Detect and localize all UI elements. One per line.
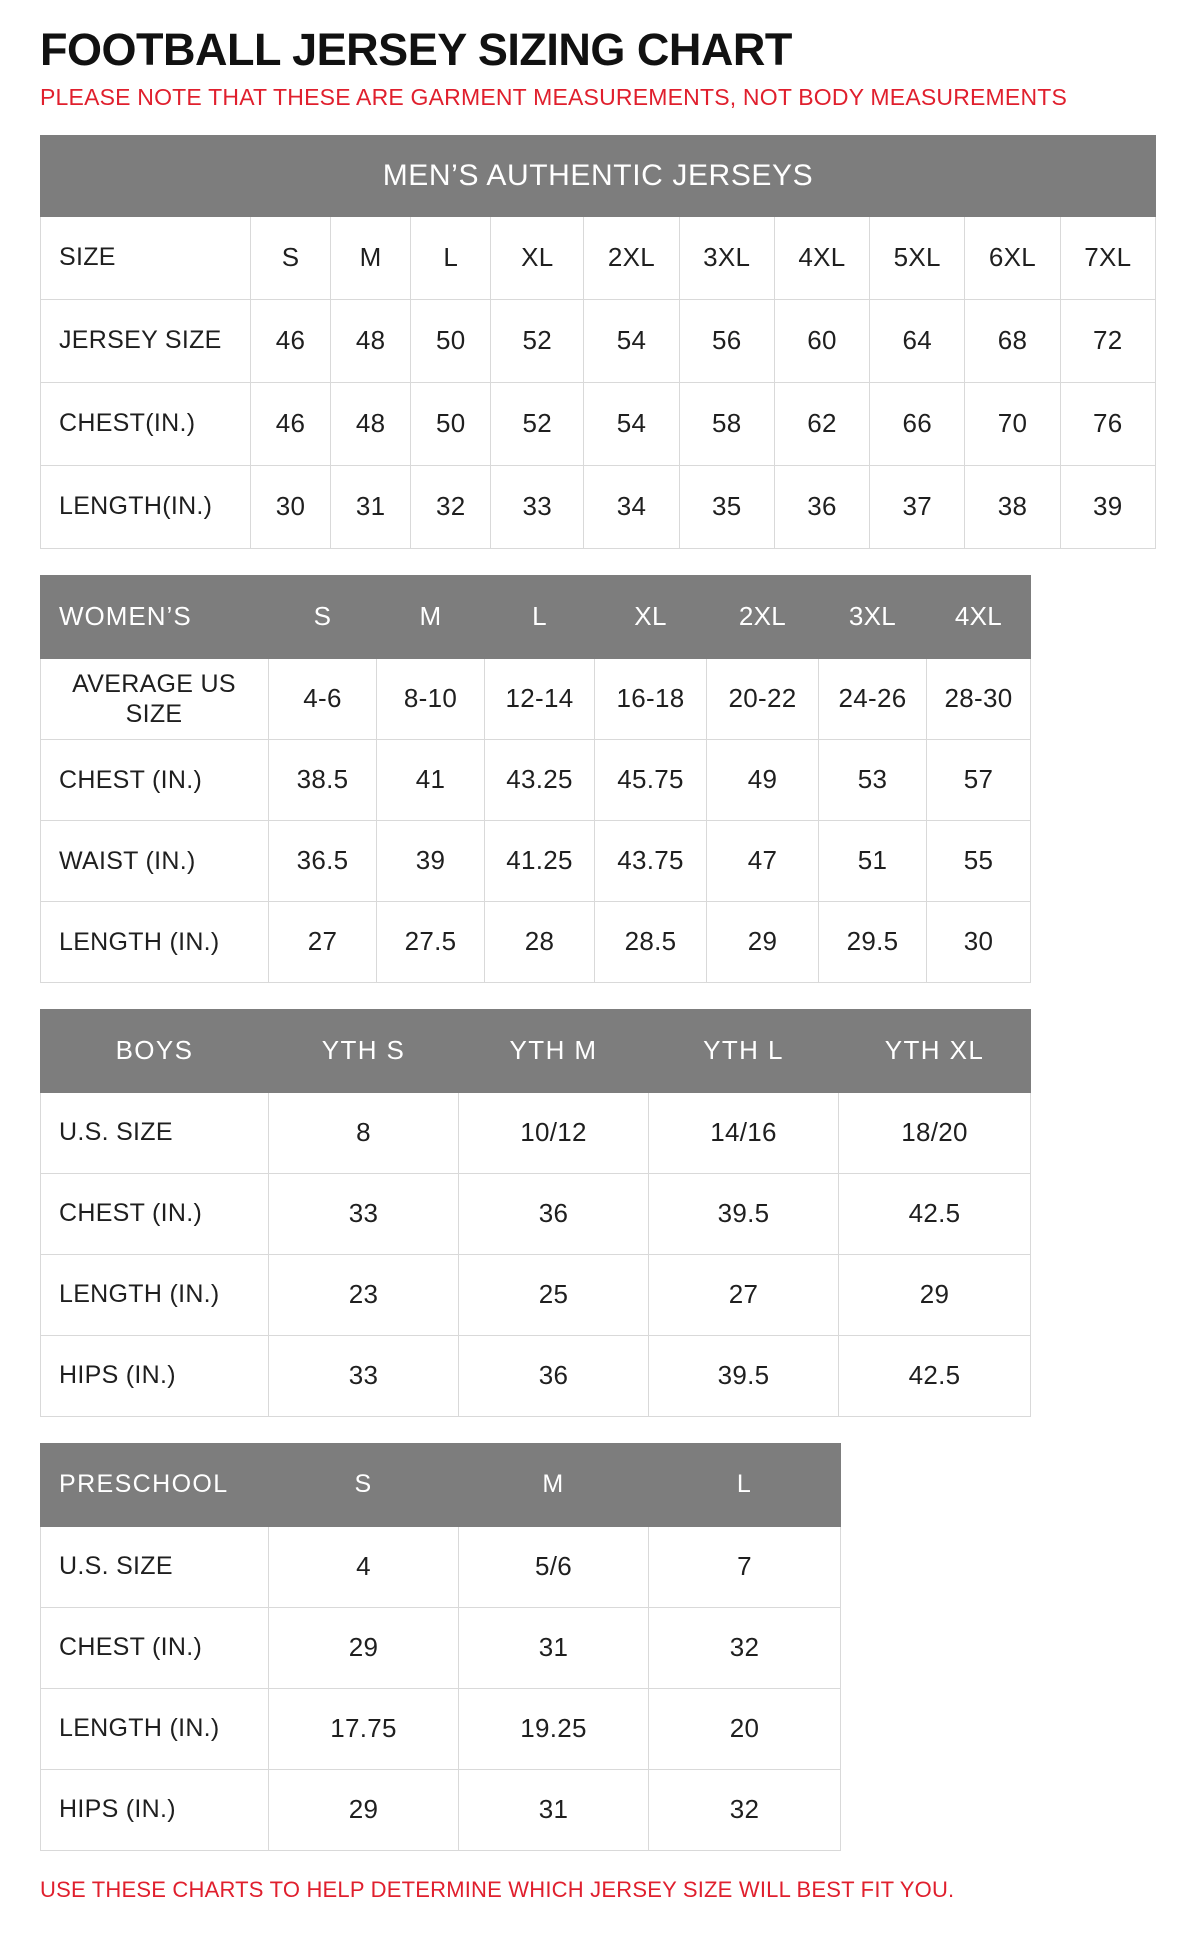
mens-size-label: SIZE bbox=[41, 216, 251, 299]
table-cell: 68 bbox=[965, 299, 1060, 382]
table-row bbox=[41, 382, 1156, 465]
mens-size-cell: L bbox=[411, 216, 491, 299]
table-cell: 42.5 bbox=[839, 1173, 1031, 1254]
table-row bbox=[41, 1769, 841, 1850]
table-cell: 56 bbox=[679, 299, 774, 382]
table-cell: 46 bbox=[250, 299, 330, 382]
table-cell: 72 bbox=[1060, 299, 1155, 382]
table-cell: 24-26 bbox=[819, 658, 927, 739]
table-cell: 52 bbox=[491, 299, 584, 382]
preschool-sizing-table bbox=[40, 1443, 841, 1851]
table-cell: 20-22 bbox=[707, 658, 819, 739]
table-row-header bbox=[41, 575, 1031, 658]
boys-size-cell: YTH L bbox=[649, 1009, 839, 1092]
table-cell: 28-30 bbox=[927, 658, 1031, 739]
row-label: HIPS (IN.) bbox=[41, 1769, 269, 1850]
table-row-banner bbox=[41, 135, 1156, 216]
row-label: LENGTH (IN.) bbox=[41, 1688, 269, 1769]
table-cell: 4-6 bbox=[269, 658, 377, 739]
table-cell: 27 bbox=[269, 901, 377, 982]
table-cell: 20 bbox=[649, 1688, 841, 1769]
page-title: FOOTBALL JERSEY SIZING CHART bbox=[40, 24, 792, 75]
mens-size-cell: S bbox=[250, 216, 330, 299]
table-row bbox=[41, 1688, 841, 1769]
table-cell: 31 bbox=[459, 1607, 649, 1688]
table-cell: 36 bbox=[459, 1335, 649, 1416]
table-cell: 28.5 bbox=[595, 901, 707, 982]
table-cell: 57 bbox=[927, 739, 1031, 820]
table-cell: 37 bbox=[870, 465, 965, 548]
table-cell: 19.25 bbox=[459, 1688, 649, 1769]
table-cell: 41.25 bbox=[485, 820, 595, 901]
table-row bbox=[41, 216, 1156, 299]
mens-sizing-table bbox=[40, 135, 1156, 549]
table-cell: 23 bbox=[269, 1254, 459, 1335]
mens-size-cell: 5XL bbox=[870, 216, 965, 299]
table-cell: 36 bbox=[774, 465, 869, 548]
measurement-note: PLEASE NOTE THAT THESE ARE GARMENT MEASUREMENTS, NOT BODY MEASUREMENTS bbox=[40, 84, 1068, 111]
table-cell: 16-18 bbox=[595, 658, 707, 739]
table-row bbox=[41, 1526, 841, 1607]
table-cell: 34 bbox=[584, 465, 679, 548]
table-cell: 43.75 bbox=[595, 820, 707, 901]
mens-banner: MEN’S AUTHENTIC JERSEYS bbox=[41, 135, 1156, 216]
table-cell: 66 bbox=[870, 382, 965, 465]
mens-size-cell: 4XL bbox=[774, 216, 869, 299]
table-cell: 39 bbox=[377, 820, 485, 901]
row-label: JERSEY SIZE bbox=[41, 299, 251, 382]
table-cell: 30 bbox=[250, 465, 330, 548]
table-cell: 48 bbox=[331, 382, 411, 465]
row-label: CHEST (IN.) bbox=[41, 739, 269, 820]
row-label: U.S. SIZE bbox=[41, 1092, 269, 1173]
table-cell: 8 bbox=[269, 1092, 459, 1173]
boys-size-cell: YTH S bbox=[269, 1009, 459, 1092]
table-cell: 33 bbox=[269, 1173, 459, 1254]
row-label: CHEST(IN.) bbox=[41, 382, 251, 465]
table-cell: 28 bbox=[485, 901, 595, 982]
table-cell: 39.5 bbox=[649, 1335, 839, 1416]
mens-size-cell: M bbox=[331, 216, 411, 299]
row-label: CHEST (IN.) bbox=[41, 1173, 269, 1254]
mens-size-cell: 2XL bbox=[584, 216, 679, 299]
table-row bbox=[41, 658, 1031, 739]
table-cell: 64 bbox=[870, 299, 965, 382]
row-label: LENGTH(IN.) bbox=[41, 465, 251, 548]
table-row bbox=[41, 1092, 1031, 1173]
table-cell: 29 bbox=[269, 1769, 459, 1850]
table-cell: 31 bbox=[459, 1769, 649, 1850]
table-cell: 4 bbox=[269, 1526, 459, 1607]
womens-size-cell: 4XL bbox=[927, 575, 1031, 658]
table-row bbox=[41, 1254, 1031, 1335]
table-cell: 32 bbox=[411, 465, 491, 548]
table-cell: 12-14 bbox=[485, 658, 595, 739]
table-cell: 39.5 bbox=[649, 1173, 839, 1254]
table-row bbox=[41, 299, 1156, 382]
womens-header-label: WOMEN’S bbox=[41, 575, 269, 658]
table-cell: 38 bbox=[965, 465, 1060, 548]
table-cell: 48 bbox=[331, 299, 411, 382]
table-cell: 17.75 bbox=[269, 1688, 459, 1769]
table-row-header bbox=[41, 1443, 841, 1526]
table-cell: 42.5 bbox=[839, 1335, 1031, 1416]
row-label: U.S. SIZE bbox=[41, 1526, 269, 1607]
table-cell: 25 bbox=[459, 1254, 649, 1335]
table-cell: 5/6 bbox=[459, 1526, 649, 1607]
table-cell: 43.25 bbox=[485, 739, 595, 820]
row-label: HIPS (IN.) bbox=[41, 1335, 269, 1416]
row-label: LENGTH (IN.) bbox=[41, 1254, 269, 1335]
womens-size-cell: 3XL bbox=[819, 575, 927, 658]
womens-size-cell: XL bbox=[595, 575, 707, 658]
table-cell: 39 bbox=[1060, 465, 1155, 548]
table-cell: 7 bbox=[649, 1526, 841, 1607]
mens-size-cell: 6XL bbox=[965, 216, 1060, 299]
table-row-header bbox=[41, 1009, 1031, 1092]
table-cell: 30 bbox=[927, 901, 1031, 982]
table-cell: 46 bbox=[250, 382, 330, 465]
table-cell: 14/16 bbox=[649, 1092, 839, 1173]
table-cell: 58 bbox=[679, 382, 774, 465]
row-label: AVERAGE US SIZE bbox=[41, 658, 269, 739]
table-row bbox=[41, 739, 1031, 820]
table-cell: 27.5 bbox=[377, 901, 485, 982]
table-cell: 45.75 bbox=[595, 739, 707, 820]
table-row bbox=[41, 1173, 1031, 1254]
table-cell: 54 bbox=[584, 299, 679, 382]
table-cell: 29 bbox=[839, 1254, 1031, 1335]
womens-size-cell: M bbox=[377, 575, 485, 658]
table-cell: 53 bbox=[819, 739, 927, 820]
boys-size-cell: YTH M bbox=[459, 1009, 649, 1092]
table-cell: 29.5 bbox=[819, 901, 927, 982]
mens-size-cell: 7XL bbox=[1060, 216, 1155, 299]
table-cell: 32 bbox=[649, 1607, 841, 1688]
row-label: WAIST (IN.) bbox=[41, 820, 269, 901]
table-row bbox=[41, 901, 1031, 982]
boys-sizing-table bbox=[40, 1009, 1031, 1417]
boys-header-label: BOYS bbox=[41, 1009, 269, 1092]
table-cell: 32 bbox=[649, 1769, 841, 1850]
row-label: LENGTH (IN.) bbox=[41, 901, 269, 982]
table-cell: 47 bbox=[707, 820, 819, 901]
preschool-size-cell: M bbox=[459, 1443, 649, 1526]
womens-size-cell: L bbox=[485, 575, 595, 658]
footer-note: USE THESE CHARTS TO HELP DETERMINE WHICH JERSEY SIZE WILL BEST FIT YOU. bbox=[40, 1876, 955, 1902]
boys-size-cell: YTH XL bbox=[839, 1009, 1031, 1092]
preschool-size-cell: S bbox=[269, 1443, 459, 1526]
table-cell: 29 bbox=[269, 1607, 459, 1688]
table-cell: 35 bbox=[679, 465, 774, 548]
table-cell: 70 bbox=[965, 382, 1060, 465]
table-cell: 50 bbox=[411, 382, 491, 465]
table-row bbox=[41, 1335, 1031, 1416]
womens-size-cell: S bbox=[269, 575, 377, 658]
table-cell: 18/20 bbox=[839, 1092, 1031, 1173]
table-cell: 76 bbox=[1060, 382, 1155, 465]
table-row bbox=[41, 465, 1156, 548]
table-cell: 33 bbox=[269, 1335, 459, 1416]
preschool-size-cell: L bbox=[649, 1443, 841, 1526]
table-cell: 36.5 bbox=[269, 820, 377, 901]
table-cell: 51 bbox=[819, 820, 927, 901]
womens-size-cell: 2XL bbox=[707, 575, 819, 658]
table-cell: 62 bbox=[774, 382, 869, 465]
table-cell: 41 bbox=[377, 739, 485, 820]
table-cell: 50 bbox=[411, 299, 491, 382]
table-cell: 27 bbox=[649, 1254, 839, 1335]
table-cell: 36 bbox=[459, 1173, 649, 1254]
table-cell: 33 bbox=[491, 465, 584, 548]
table-cell: 38.5 bbox=[269, 739, 377, 820]
womens-sizing-table bbox=[40, 575, 1031, 983]
table-cell: 29 bbox=[707, 901, 819, 982]
table-cell: 8-10 bbox=[377, 658, 485, 739]
table-cell: 31 bbox=[331, 465, 411, 548]
table-cell: 60 bbox=[774, 299, 869, 382]
table-cell: 10/12 bbox=[459, 1092, 649, 1173]
table-row bbox=[41, 820, 1031, 901]
table-cell: 52 bbox=[491, 382, 584, 465]
preschool-header-label: PRESCHOOL bbox=[41, 1443, 269, 1526]
table-cell: 55 bbox=[927, 820, 1031, 901]
table-cell: 54 bbox=[584, 382, 679, 465]
row-label: CHEST (IN.) bbox=[41, 1607, 269, 1688]
table-row bbox=[41, 1607, 841, 1688]
mens-size-cell: XL bbox=[491, 216, 584, 299]
table-cell: 49 bbox=[707, 739, 819, 820]
mens-size-cell: 3XL bbox=[679, 216, 774, 299]
